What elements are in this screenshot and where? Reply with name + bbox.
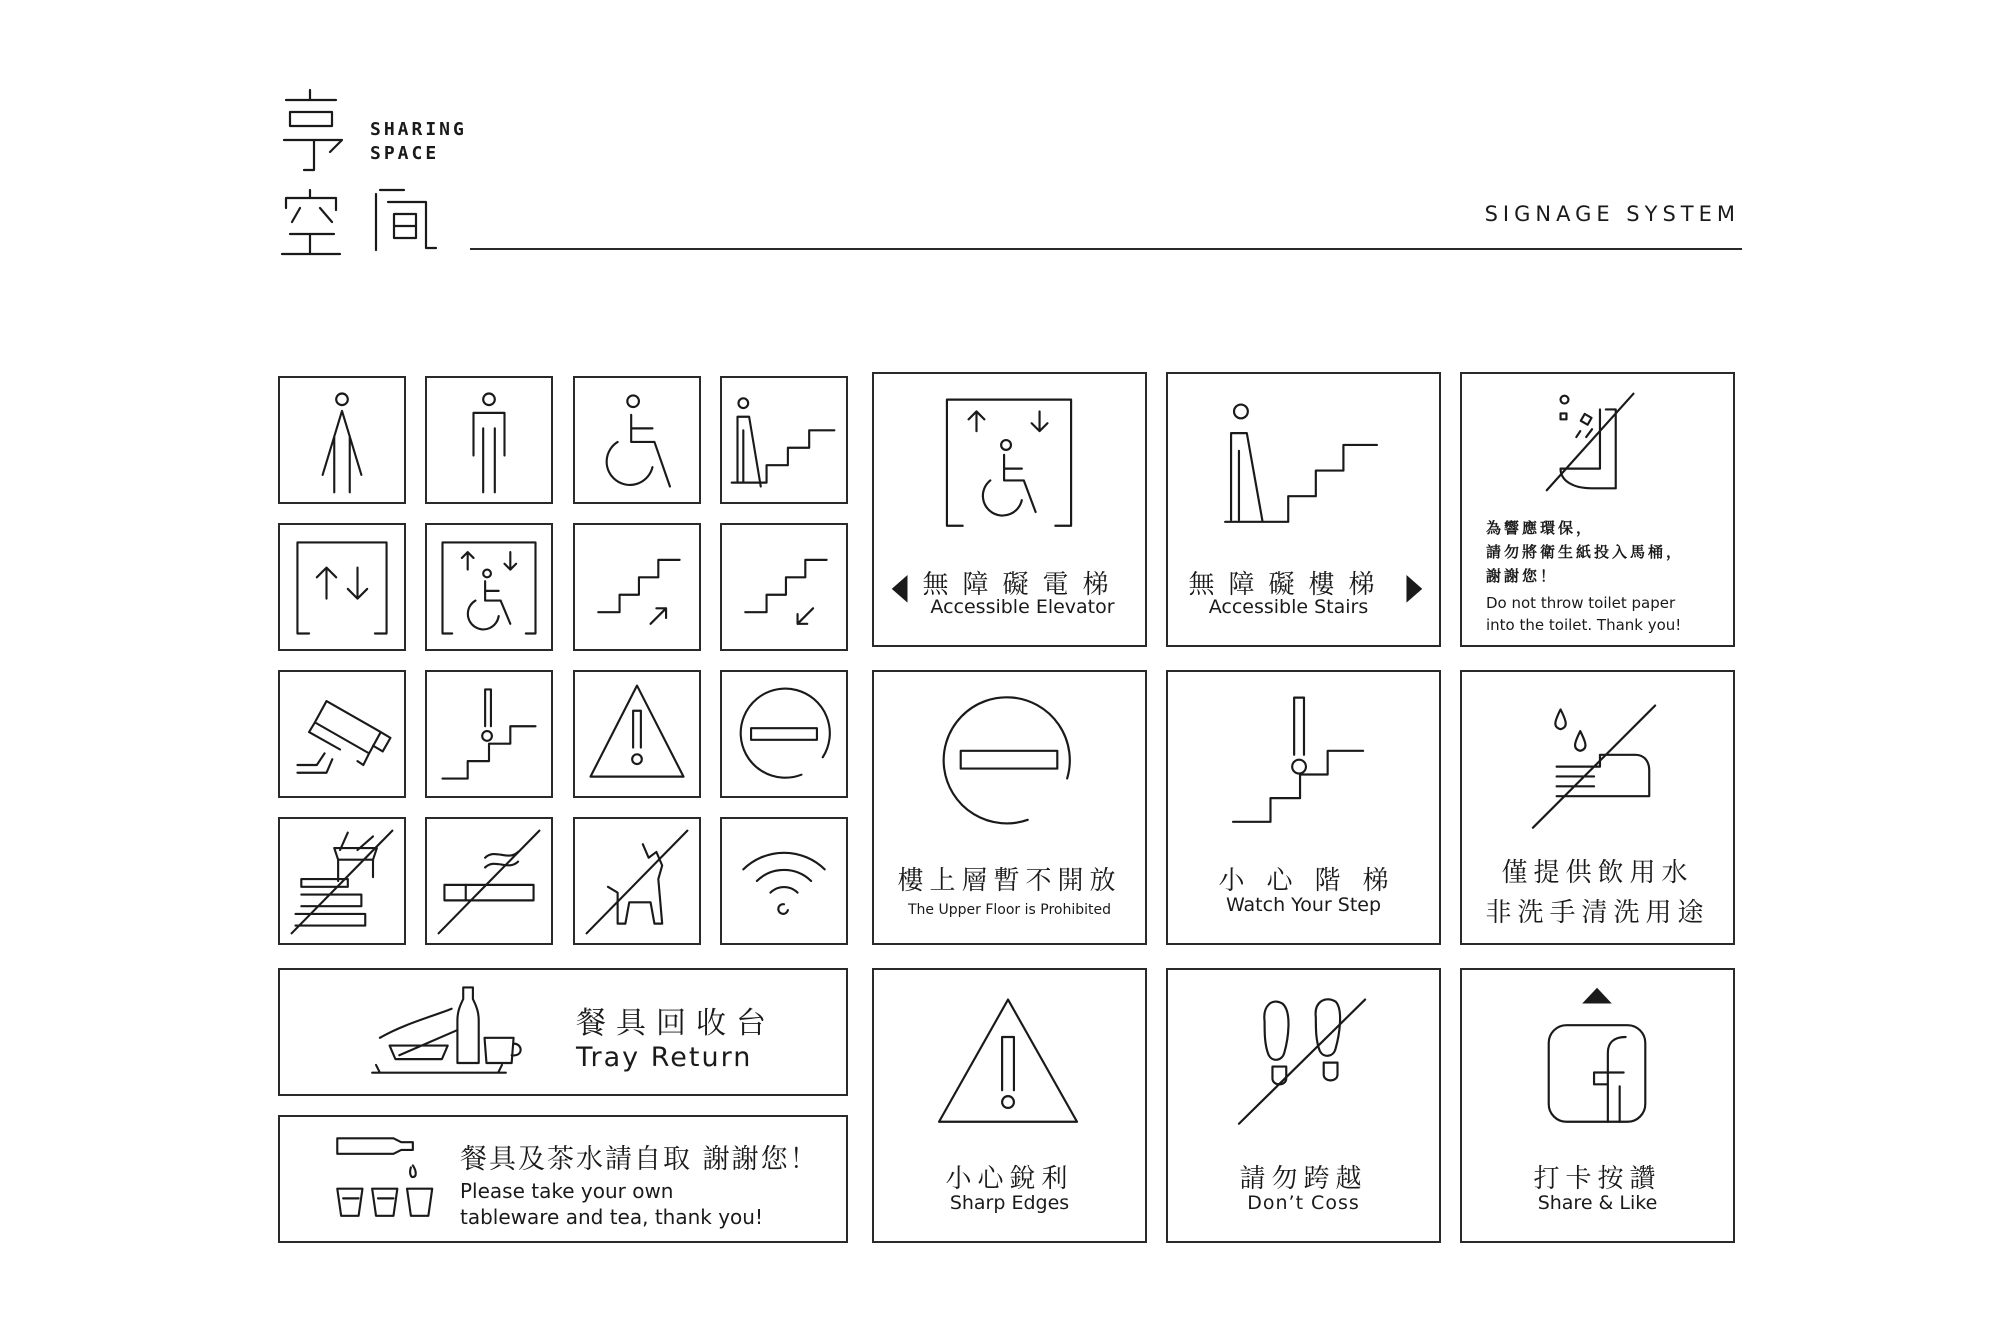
tile-elevator: [278, 523, 406, 651]
share-zh: 打卡按讚: [1533, 1164, 1662, 1194]
tile-accessible-stairs: [720, 376, 848, 504]
sign-drinking-water: [1460, 670, 1735, 945]
tray-en: Tray Return: [576, 1042, 753, 1073]
tile-stairs-down: [720, 523, 848, 651]
system-title: SIGNAGE SYSTEM: [1484, 202, 1740, 226]
no-food-icon: [280, 819, 404, 943]
sharp-zh: 小心銳利: [945, 1164, 1074, 1194]
toilet-en-line2: into the toilet. Thank you!: [1486, 616, 1682, 634]
drinking-zh-line2: 非洗手清洗用途: [1485, 898, 1710, 928]
no-smoking-icon: [427, 819, 551, 943]
tile-wifi: [720, 817, 848, 945]
tile-wheelchair: [573, 376, 701, 504]
header-rule: [470, 248, 1742, 250]
drinking-zh-line1: 僅提供飲用水: [1501, 858, 1694, 888]
self-serve-zh: 餐具及茶水請自取 謝謝您！: [460, 1144, 819, 1175]
tile-stairs-up: [573, 523, 701, 651]
logo-text: [370, 118, 467, 166]
sign-toilet-paper: [1460, 372, 1735, 647]
tile-female: [278, 376, 406, 504]
tile-cctv: [278, 670, 406, 798]
no-entry-icon: [722, 672, 846, 796]
sign-share-like: [1460, 968, 1735, 1243]
toilet-zh-line2: 請勿將衛生紙投入馬桶，: [1486, 543, 1685, 561]
no-cross-zh: 請勿跨越: [1239, 1164, 1368, 1194]
sign-accessible-stairs: [1166, 372, 1441, 647]
warning-triangle-icon: [575, 672, 699, 796]
cctv-camera-icon: [280, 672, 404, 796]
elevator-icon: [280, 525, 404, 649]
sign-self-serve: [278, 1115, 848, 1243]
sign-watch-step: [1166, 670, 1441, 945]
tile-male: [425, 376, 553, 504]
no-cross-en: Don’t Coss: [1247, 1192, 1360, 1214]
tile-watch-step-small: [425, 670, 553, 798]
logo-text-line2: SPACE: [370, 143, 440, 164]
sign-no-cross: [1166, 968, 1441, 1243]
tile-accessible-elevator: [425, 523, 553, 651]
female-icon: [280, 378, 404, 502]
watch-step-zh: 小心階梯: [1218, 866, 1411, 896]
wheelchair-icon: [575, 378, 699, 502]
upper-floor-zh: 樓上層暫不開放: [897, 866, 1122, 896]
accessible-elevator-icon: [427, 525, 551, 649]
tile-no-pets: [573, 817, 701, 945]
toilet-en-line1: Do not throw toilet paper: [1486, 594, 1676, 612]
elevator-zh: 無障礙電梯: [922, 570, 1123, 600]
self-serve-en-line2: tableware and tea, thank you!: [460, 1205, 763, 1229]
sign-accessible-elevator: [872, 372, 1147, 647]
tile-no-smoking: [425, 817, 553, 945]
sign-sharp-edges: [872, 968, 1147, 1243]
elevator-en: Accessible Elevator: [930, 596, 1115, 618]
watch-step-icon: [427, 672, 551, 796]
logo: [276, 90, 476, 260]
stairs-en: Accessible Stairs: [1208, 596, 1369, 618]
self-serve-en-line1: Please take your own: [460, 1179, 674, 1203]
share-en: Share & Like: [1537, 1192, 1658, 1214]
toilet-en: [1486, 592, 1681, 636]
stairs-zh: 無障礙樓梯: [1188, 570, 1389, 600]
tile-warning: [573, 670, 701, 798]
tile-no-food: [278, 817, 406, 945]
stairs-down-icon: [722, 525, 846, 649]
watch-step-en: Watch Your Step: [1225, 894, 1382, 916]
sharp-en: Sharp Edges: [949, 1192, 1070, 1214]
toilet-zh-line3: 謝謝您！: [1486, 567, 1559, 585]
sign-tray-return: [278, 968, 848, 1096]
sign-upper-floor: [872, 670, 1147, 945]
male-icon: [427, 378, 551, 502]
tray-zh: 餐具回收台: [576, 1006, 776, 1041]
wifi-icon: [722, 819, 846, 943]
stairs-up-icon: [575, 525, 699, 649]
upper-floor-en: The Upper Floor is Prohibited: [908, 902, 1111, 918]
logo-mark: [276, 90, 476, 260]
no-pets-icon: [575, 819, 699, 943]
tile-no-entry-small: [720, 670, 848, 798]
toilet-zh: [1486, 516, 1684, 588]
accessible-stairs-icon: [722, 378, 846, 502]
toilet-zh-line1: 為響應環保，: [1486, 519, 1595, 537]
logo-text-line1: SHARING: [370, 119, 467, 140]
